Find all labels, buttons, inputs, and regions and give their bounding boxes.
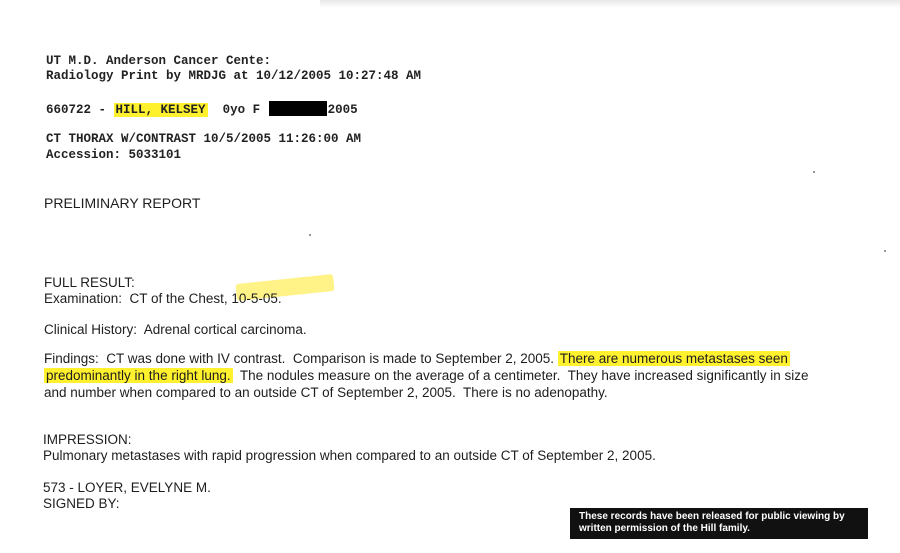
findings-text-2b: The nodules measure on the average of a centimeter. They have increased significantly in size (232, 368, 809, 383)
redacted-dob (269, 101, 327, 116)
radiologist-name: 573 - LOYER, EVELYNE M. (43, 480, 211, 495)
examination-line (44, 292, 282, 306)
patient-mrn: 660722 - (46, 103, 107, 117)
findings-text-1a: Findings: CT was done with IV contrast. Comparison is made to September 2, 2005. (44, 351, 558, 366)
report-status: PRELIMINARY REPORT (44, 195, 201, 211)
findings-line-2 (44, 369, 808, 383)
impression-text: Pulmonary metastases with rapid progression when compared to an outside CT of September 2, 2005. (43, 448, 656, 463)
examination-text: Examination: CT of the Chest (44, 291, 224, 306)
scan-edge-shadow (320, 0, 900, 8)
public-release-notice: These records have been released for public viewing by written permission of the Hill family. (570, 508, 868, 539)
findings-line-3: and number when compared to an outside CT of September 2, 2005. There is no adenopathy. (44, 385, 608, 400)
print-line: Radiology Print by MRDJG at 10/12/2005 10:27:48 AM (46, 69, 422, 83)
scan-speck (309, 234, 311, 236)
scan-speck (884, 250, 886, 252)
accession-line: Accession: 5033101 (46, 148, 182, 162)
institution-line: UT M.D. Anderson Cancer Cente: (46, 54, 272, 68)
clinical-history: Clinical History: Adrenal cortical carcinoma. (44, 322, 307, 337)
patient-name: HILL, KELSEY (115, 103, 206, 117)
patient-age-sex: 0yo F (222, 103, 261, 117)
patient-dob-year: 2005 (327, 103, 358, 117)
examination-date: , 10-5-05. (223, 291, 282, 306)
scan-speck (813, 171, 815, 173)
impression-label: IMPRESSION: (43, 432, 132, 447)
findings-line-1 (44, 352, 790, 366)
findings-highlight-2: predominantly in the right lung. (46, 368, 231, 383)
procedure-line: CT THORAX W/CONTRAST 10/5/2005 11:26:00 AM (46, 132, 362, 146)
signed-by-label: SIGNED BY: (43, 496, 120, 511)
findings-highlight-1: There are numerous metastases seen (559, 351, 788, 366)
patient-line (46, 101, 358, 117)
full-result-label: FULL RESULT: (44, 275, 135, 290)
